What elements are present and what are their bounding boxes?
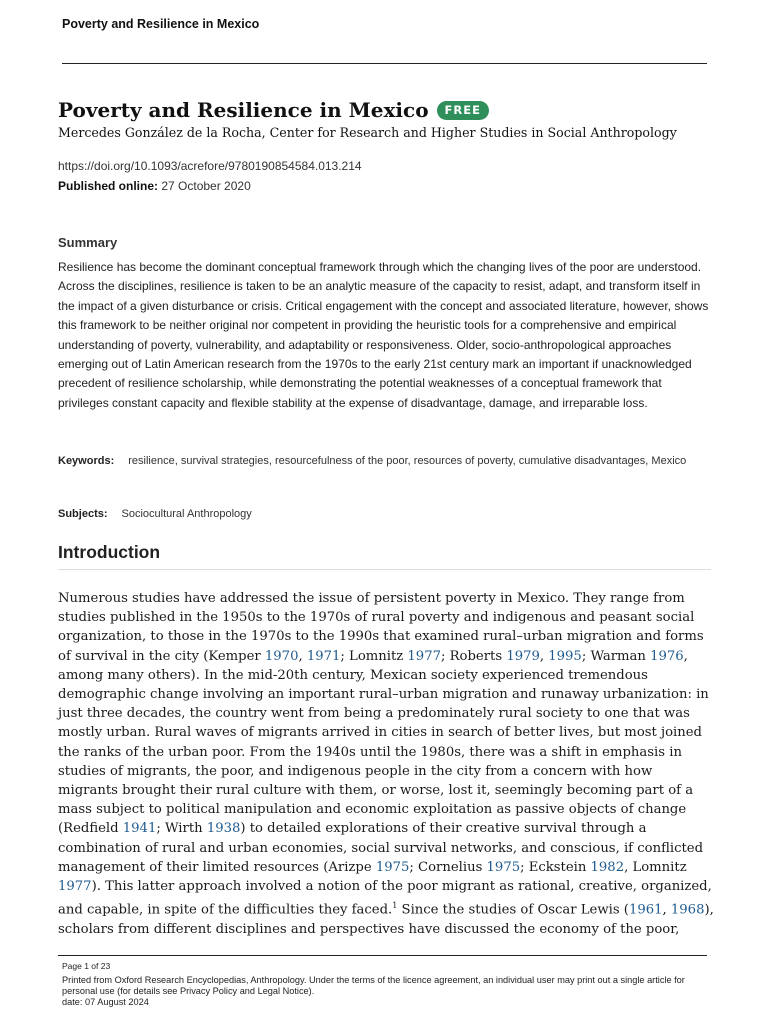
doi-link[interactable]: https://doi.org/10.1093/acrefore/9780190854584.013.214: [58, 159, 362, 173]
citation-link[interactable]: 1977: [58, 879, 92, 895]
citation-link[interactable]: 1982: [590, 859, 625, 875]
print-notice: [62, 975, 712, 1008]
summary-text: Resilience has become the dominant conceptual framework through which the changing lives of the poor are understood. Across the disciplines, resilience is taken to be an analytic measure of the capacity to resist, adapt, and transform itself in the impact of a given disturbance or crisis. Critical engagement with the concept and associated literature, however, shows this framework to be neither original nor competent in providing the heuristic tools for a comprehensive and empirical understanding of poverty, vulnerability, and adaptability or responsiveness. Older, socio-anthropological approaches emerging out of Latin American research from the 1970s to the early 21st century mark an important if unacknowledged precedent of resilience scholarship, while demonstrating the potential weaknesses of a conceptual framework that privileges constant capacity and flexible stability at the expense of disadvantage, damage, and irreparable loss.: [58, 260, 709, 410]
introduction-heading: Introduction: [58, 542, 161, 562]
keywords-values[interactable]: resilience, survival strategies, resourcefulness of the poor, resources of poverty, cumulative disadvantages, Mexico: [128, 455, 687, 467]
body-text-run: ) to detailed explorations of their creative survival through a combination of rural and urban economies, social survival networks, and conscious, if conflicted management of their limited resources (Arizpe: [58, 821, 704, 875]
citation-link[interactable]: 1961: [628, 902, 663, 918]
citation-link[interactable]: 1975: [486, 859, 521, 875]
published-date: 27 October 2020: [158, 179, 251, 193]
page-number: Page 1 of 23: [62, 961, 111, 971]
body-text-run: , among many others). In the mid-20th century, Mexican society experienced tremendous demographic change involving an important rural–urban migration and runaway urbanization: in just three decades, the country went from being a predominately rural society to one that was mostly urban. Rural waves of migrants arrived in cities in search of better lives, but most joined the ranks of the urban poor. From the 1940s until the 1980s, there was a shift in emphasis in studies of migrants, the poor, and indigenous people in the city from a concern with how migrants brought their rural culture with them, or worse, lost it, seemingly becoming part of a mass subject to political manipulation and economic exploitation as passive objects of change (Redfield: [58, 648, 709, 837]
keywords: [58, 451, 708, 472]
citation-link[interactable]: 1941: [122, 821, 157, 837]
body-text-run: ; Warman: [581, 648, 651, 664]
citation-link[interactable]: 1995: [548, 648, 582, 664]
citation-link[interactable]: 1976: [650, 648, 684, 664]
title-row: [58, 98, 489, 122]
footnote-ref[interactable]: 1: [392, 901, 398, 911]
body-text-run: ; Wirth: [156, 821, 207, 837]
body-text-run: ; Eckstein: [520, 859, 591, 875]
summary-heading: Summary: [58, 235, 118, 250]
citation-link[interactable]: 1971: [306, 648, 341, 664]
citation-link[interactable]: 1968: [670, 902, 705, 918]
body-text-run: ), scholars from different disciplines and perspectives have discussed the economy of the poor,: [58, 902, 714, 937]
citation-link[interactable]: 1977: [407, 648, 441, 664]
body-text-run: ). This latter approach involved a notion of the poor migrant as rational, creative, organized, and capable, in spite of the difficulties they faced.: [58, 879, 712, 918]
citation-link[interactable]: 1970: [264, 648, 299, 664]
free-badge: FREE: [437, 101, 489, 120]
introduction-divider: [58, 569, 711, 570]
citation-link[interactable]: 1979: [506, 648, 540, 664]
body-text-run: ; Lomnitz: [340, 648, 408, 664]
published-label: Published online:: [58, 179, 159, 193]
body-text-run: , Lomnitz: [624, 859, 687, 875]
introduction-body: [58, 589, 716, 939]
header-divider: [62, 63, 707, 64]
body-text-run: ,: [298, 648, 307, 664]
body-text-run: ; Roberts: [440, 648, 507, 664]
print-date: date: 07 August 2024: [62, 997, 149, 1007]
subjects: [58, 508, 252, 520]
subjects-label: Subjects:: [58, 508, 108, 520]
print-notice-text: Printed from Oxford Research Encyclopedias, Anthropology. Under the terms of the licence agreement, an individual user may print out a single article for personal use (for details see Privacy Policy and Legal Notice).: [62, 975, 685, 996]
body-text-run: Since the studies of Oscar Lewis (: [397, 902, 629, 918]
footer-divider: [58, 955, 707, 956]
body-text-run: ; Cornelius: [409, 859, 487, 875]
published-online: [58, 179, 251, 193]
subjects-values[interactable]: Sociocultural Anthropology: [121, 508, 252, 520]
citation-link[interactable]: 1938: [206, 821, 241, 837]
author-line: Mercedes González de la Rocha, Center for Research and Higher Studies in Social Anthropology: [58, 125, 677, 140]
body-text-run: ,: [539, 648, 549, 664]
body-text-run: ,: [662, 902, 671, 918]
running-head: Poverty and Resilience in Mexico: [62, 17, 260, 31]
article-title: Poverty and Resilience in Mexico: [58, 98, 429, 122]
keywords-label: Keywords:: [58, 455, 115, 467]
citation-link[interactable]: 1975: [375, 859, 410, 875]
body-text-run: Numerous studies have addressed the issue of persistent poverty in Mexico. They range from studies published in the 1950s to the 1970s of rural poverty and indigenous and peasant social organization, to those in the 1970s to the 1990s that examined rural–urban migration and forms of survival in the city (Kemper: [58, 591, 704, 664]
